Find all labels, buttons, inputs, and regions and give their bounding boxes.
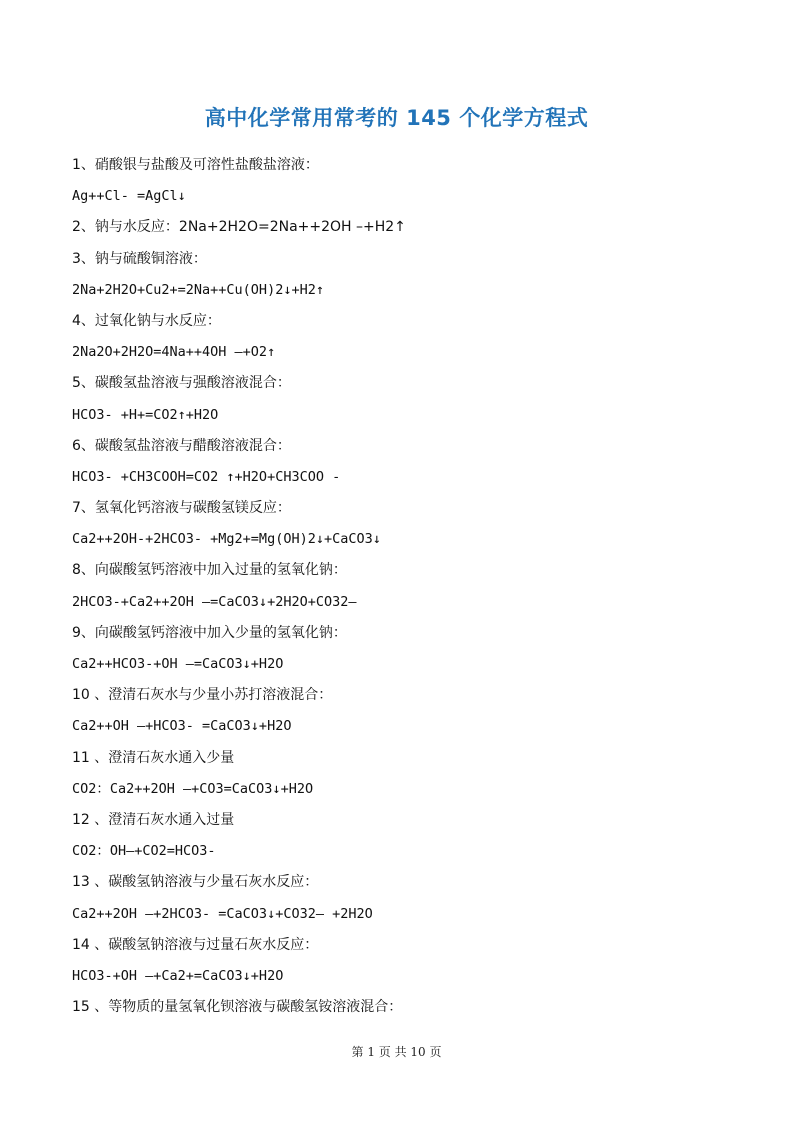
question-line: 6、碳酸氢盐溶液与醋酸溶液混合： xyxy=(72,437,291,454)
question-line: 2、钠与水反应：2Na+2H2O=2Na++2OH –+H2↑ xyxy=(72,219,406,236)
equation-line: 2Na+2H2O+Cu2+=2Na++Cu(OH)2↓+H2↑ xyxy=(72,281,324,298)
question-line: 4、过氧化钠与水反应： xyxy=(72,312,221,329)
equation-line: Ca2++2OH –+2HCO3- =CaCO3↓+CO32– +2H2O xyxy=(72,905,373,922)
equation-line: Ag++Cl- =AgCl↓ xyxy=(72,188,186,205)
equation-line: HCO3- +H+=CO2↑+H2O xyxy=(72,406,219,423)
page-footer: 第 1 页 共 10 页 xyxy=(351,1045,442,1059)
question-line: 15 、等物质的量氢氧化钡溶液与碳酸氢铵溶液混合： xyxy=(72,999,403,1016)
equation-line: CO2：Ca2++2OH –+CO3=CaCO3↓+H2O xyxy=(72,780,314,797)
question-line: 10 、澄清石灰水与少量小苏打溶液混合： xyxy=(72,687,333,704)
question-line: 11 、澄清石灰水通入少量 xyxy=(72,749,235,766)
question-line: 1、硝酸银与盐酸及可溶性盐酸盐溶液： xyxy=(72,157,319,173)
question-line: 3、钠与硫酸铜溶液： xyxy=(72,250,207,267)
equation-line: 2Na2O+2H2O=4Na++4OH –+O2↑ xyxy=(72,344,276,361)
equation-line: Ca2++HCO3-+OH –=CaCO3↓+H2O xyxy=(72,656,284,672)
question-line: 7、氢氧化钙溶液与碳酸氢镁反应： xyxy=(72,500,291,517)
equation-line: 2HCO3-+Ca2++2OH –=CaCO3↓+2H2O+CO32– xyxy=(72,593,357,610)
equation-line: Ca2++2OH-+2HCO3- +Mg2+=Mg(OH)2↓+CaCO3↓ xyxy=(72,531,381,548)
equation-line: HCO3- +CH3COOH=CO2 ↑+H2O+CH3COO - xyxy=(72,468,341,485)
question-line: 8、向碳酸氢钙溶液中加入过量的氢氧化钠： xyxy=(72,562,347,579)
question-line: 5、碳酸氢盐溶液与强酸溶液混合： xyxy=(72,375,291,392)
question-line: 14 、碳酸氢钠溶液与过量石灰水反应： xyxy=(72,936,319,953)
question-line: 12 、澄清石灰水通入过量 xyxy=(72,811,235,828)
content-lines xyxy=(72,150,732,1023)
equation-line: HCO3-+OH –+Ca2+=CaCO3↓+H2O xyxy=(72,967,284,984)
question-line: 13 、碳酸氢钠溶液与少量石灰水反应： xyxy=(72,874,319,891)
equation-line: CO2：OH–+CO2=HCO3- xyxy=(72,843,216,860)
question-line: 9、向碳酸氢钙溶液中加入少量的氢氧化钠： xyxy=(72,624,347,641)
page-title: 高中化学常用常考的 145 个化学方程式 xyxy=(204,106,589,130)
equation-line: Ca2++OH –+HCO3- =CaCO3↓+H2O xyxy=(72,718,292,735)
